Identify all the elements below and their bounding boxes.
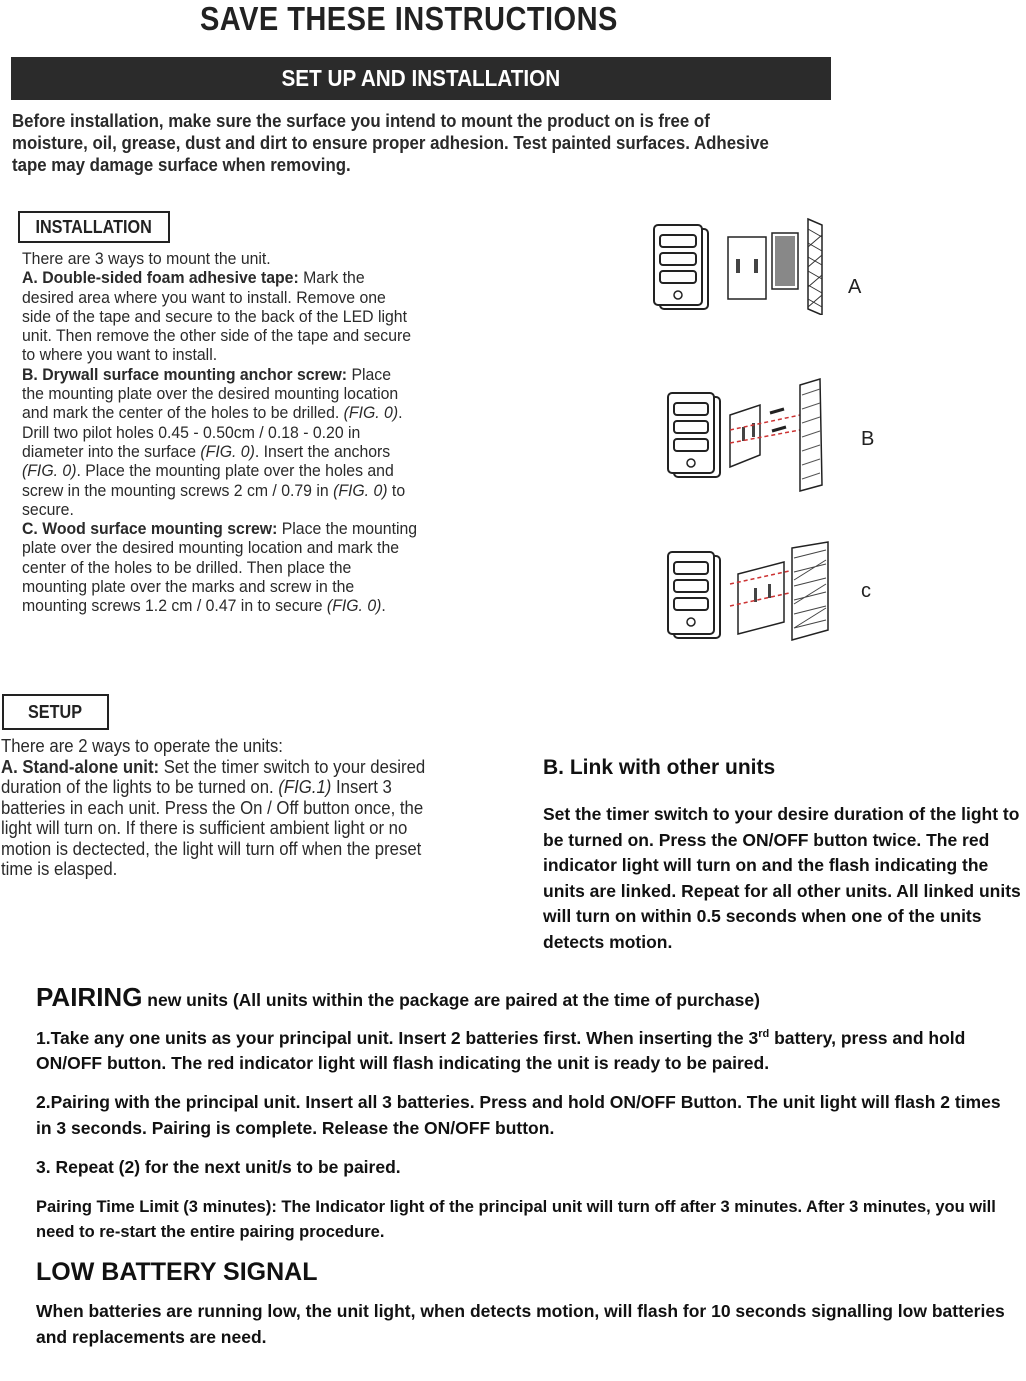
intro-text: Before installation, make sure the surface you intend to mount the product on is free of moisture, oil, grease, dust and dirt to ensure proper adhesion. Test painted surfaces. Adhesive tape may damage surface when removing. xyxy=(12,110,769,175)
low-battery-text: When batteries are running low, the unit light, when detects motion, will flash for 10 seconds signalling low batteries and replacements are need. xyxy=(36,1301,1005,1347)
section-banner xyxy=(11,57,831,100)
figure-c-label: c xyxy=(861,580,871,602)
fig-ref: (FIG. 0) xyxy=(333,480,388,500)
setup-text xyxy=(1,736,438,880)
pairing-heading-line xyxy=(36,982,1016,1014)
installation-text xyxy=(22,249,417,616)
setup-lead: There are 2 ways to operate the units: xyxy=(1,736,283,756)
figure-b-label: B xyxy=(861,428,875,450)
fig-ref: (FIG.1) xyxy=(278,777,332,797)
installation-heading xyxy=(18,211,170,243)
fig-ref: (FIG. 0) xyxy=(22,461,77,481)
link-body: Set the timer switch to your desire duration of the light to be turned on. Press the ON/OFF button twice. The red indicator light will turn on and the flash indicating the units are linked. Repeat for all other units. All linked units will turn on within 0.5 seconds when one of the units detects motion. xyxy=(543,804,1021,952)
method-b-text: . Place the mounting plate over the holes and screw in the mounting screws 2 cm / 0.79 in xyxy=(22,461,394,500)
installation-heading-text: INSTALLATION xyxy=(35,217,153,237)
pairing-time-limit: Pairing Time Limit (3 minutes): The Indicator light of the principal unit will turn off after 3 minutes. After 3 minutes, you will need to re-start the entire pairing procedure. xyxy=(36,1197,996,1242)
installation-lead: There are 3 ways to mount the unit. xyxy=(22,249,271,268)
setup-a-text: Insert 3 batteries in each unit. Press the On / Off button once, the light will turn on. If there is sufficient ambient light or no motion is dectected, the light will turn off when the preset time is elasped. xyxy=(1,777,424,879)
method-b-text: . Insert the anchors xyxy=(254,441,391,461)
method-b-text: to secure. xyxy=(22,480,406,519)
pairing-step-1-text: 1.Take any one units as your principal unit. Insert 2 batteries first. When inserting the 3 xyxy=(36,1027,759,1048)
method-b-text: Place the mounting plate over the desired mounting location and mark the center of the holes to be drilled. xyxy=(22,364,399,423)
setup-heading xyxy=(2,694,109,730)
method-b-title: B. Drywall surface mounting anchor screw: xyxy=(22,364,348,384)
superscript: rd xyxy=(758,1027,770,1040)
figure-a-illustration xyxy=(650,215,830,315)
method-c-text: Place the mounting plate over the desired mounting location and mark the center of the holes to be drilled. Then place the mounting plate over the marks and screw in the mounting screws 1.2 cm / 0.47 in to secure xyxy=(22,519,418,616)
method-c xyxy=(22,519,417,615)
figure-a-label: A xyxy=(848,276,862,298)
page-title: SAVE THESE INSTRUCTIONS xyxy=(200,0,618,37)
setup-heading-text: SETUP xyxy=(28,702,83,722)
method-c-title: C. Wood surface mounting screw: xyxy=(22,519,278,539)
fig-ref: (FIG. 0) xyxy=(343,403,399,423)
pairing-step-1-text: battery, press and hold ON/OFF button. The red indicator light will flash indicating the unit is ready to be paired. xyxy=(36,1027,966,1073)
banner-text: SET UP AND INSTALLATION xyxy=(281,65,561,91)
method-a xyxy=(22,268,417,364)
figure-c-illustration xyxy=(662,540,834,650)
pairing-step-2: 2.Pairing with the principal unit. Insert all 3 batteries. Press and hold ON/OFF Button. The unit light will flash 2 times in 3 seconds. Pairing is complete. Release the ON/OFF button. xyxy=(36,1092,1001,1138)
fig-ref: (FIG. 0) xyxy=(326,596,382,616)
pairing-step-1 xyxy=(36,1022,1016,1077)
setup-a-text: Set the timer switch to your desired duration of the lights to be turned on. xyxy=(1,756,426,797)
pairing-heading: PAIRING xyxy=(36,982,143,1012)
setup-a-title: A. Stand-alone unit: xyxy=(1,756,160,777)
method-a-title: A. Double-sided foam adhesive tape: xyxy=(22,268,299,288)
pairing-step-3: 3. Repeat (2) for the next unit/s to be paired. xyxy=(36,1157,401,1178)
method-a-text: Mark the desired area where you want to install. Remove one side of the tape and secure to the back of the LED light unit. Then remove the other side of the tape and secure to where you want to install. xyxy=(22,268,412,365)
method-b xyxy=(22,365,417,519)
method-b-text: . Drill two pilot holes 0.45 - 0.50cm / 0.18 - 0.20 in diameter into the surface xyxy=(22,403,403,461)
figure-b-illustration xyxy=(660,375,830,495)
pairing-section xyxy=(36,982,1016,1364)
low-battery-heading: LOW BATTERY SIGNAL xyxy=(36,1257,318,1286)
pairing-subheading: new units (All units within the package are paired at the time of purchase) xyxy=(142,990,760,1010)
link-heading: B. Link with other units xyxy=(543,756,776,779)
fig-ref: (FIG. 0) xyxy=(200,441,255,461)
method-c-text: . xyxy=(381,596,386,616)
setup-method-a xyxy=(1,757,438,880)
